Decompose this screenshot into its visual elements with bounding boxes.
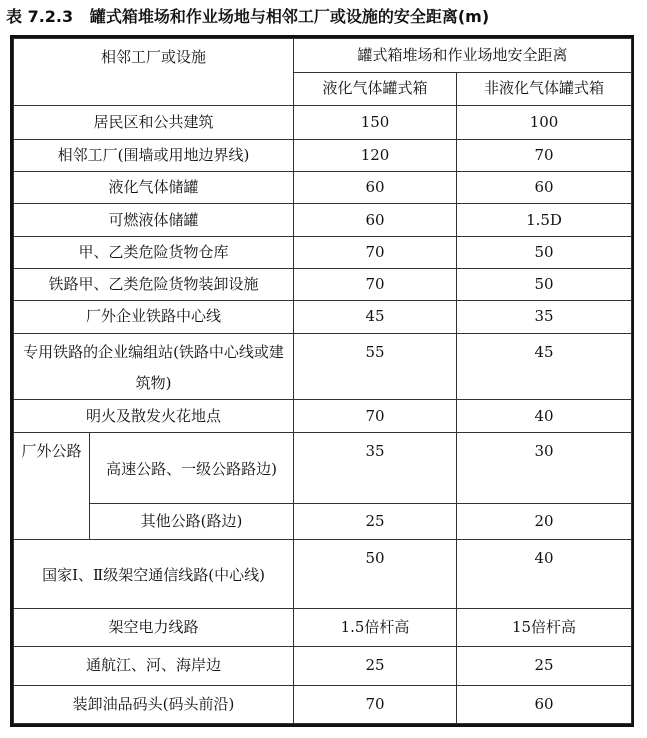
facility-name: 国家Ⅰ、Ⅱ级架空通信线路(中心线) bbox=[14, 540, 294, 609]
table-row bbox=[14, 105, 632, 139]
table-row bbox=[14, 236, 632, 268]
liquefied-distance: 1.5倍杆高 bbox=[294, 608, 457, 646]
table-row bbox=[14, 301, 632, 333]
nonliquefied-distance: 25 bbox=[457, 647, 632, 685]
facility-name: 其他公路(路边) bbox=[90, 504, 294, 540]
facility-name: 装卸油品码头(码头前沿) bbox=[14, 685, 294, 723]
road-group-label: 厂外公路 bbox=[14, 433, 90, 540]
facility-name: 厂外企业铁路中心线 bbox=[14, 301, 294, 333]
safety-distance-table bbox=[13, 38, 632, 724]
table-row bbox=[14, 139, 632, 171]
nonliquefied-distance: 40 bbox=[457, 540, 632, 609]
nonliquefied-distance: 1.5D bbox=[457, 204, 632, 236]
facility-name: 居民区和公共建筑 bbox=[14, 105, 294, 139]
facility-name: 架空电力线路 bbox=[14, 608, 294, 646]
liquefied-distance: 70 bbox=[294, 269, 457, 301]
header-liquefied: 液化气体罐式箱 bbox=[294, 73, 457, 105]
liquefied-distance: 70 bbox=[294, 400, 457, 433]
liquefied-distance: 120 bbox=[294, 139, 457, 171]
table-number: 表 7.2.3 bbox=[6, 7, 74, 26]
liquefied-distance: 70 bbox=[294, 236, 457, 268]
nonliquefied-distance: 30 bbox=[457, 433, 632, 504]
nonliquefied-distance: 15倍杆高 bbox=[457, 608, 632, 646]
table-caption bbox=[6, 4, 646, 30]
facility-name: 通航江、河、海岸边 bbox=[14, 647, 294, 685]
nonliquefied-distance: 60 bbox=[457, 685, 632, 723]
nonliquefied-distance: 45 bbox=[457, 333, 632, 400]
liquefied-distance: 60 bbox=[294, 172, 457, 204]
header-row bbox=[14, 39, 632, 73]
facility-name: 液化气体储罐 bbox=[14, 172, 294, 204]
liquefied-distance: 70 bbox=[294, 685, 457, 723]
facility-name: 高速公路、一级公路路边) bbox=[90, 433, 294, 504]
table-row bbox=[14, 172, 632, 204]
liquefied-distance: 50 bbox=[294, 540, 457, 609]
header-distance-group: 罐式箱堆场和作业场地安全距离 bbox=[294, 39, 632, 73]
table-row bbox=[14, 433, 632, 504]
table-frame bbox=[10, 35, 634, 727]
nonliquefied-distance: 50 bbox=[457, 269, 632, 301]
facility-name: 相邻工厂(围墙或用地边界线) bbox=[14, 139, 294, 171]
table-row bbox=[14, 540, 632, 609]
facility-name: 甲、乙类危险货物仓库 bbox=[14, 236, 294, 268]
facility-name: 铁路甲、乙类危险货物装卸设施 bbox=[14, 269, 294, 301]
nonliquefied-distance: 50 bbox=[457, 236, 632, 268]
table-row bbox=[14, 608, 632, 646]
liquefied-distance: 45 bbox=[294, 301, 457, 333]
header-nonliquefied: 非液化气体罐式箱 bbox=[457, 73, 632, 105]
facility-name: 专用铁路的企业编组站(铁路中心线或建筑物) bbox=[14, 333, 294, 400]
liquefied-distance: 60 bbox=[294, 204, 457, 236]
table-row bbox=[14, 647, 632, 685]
table-row bbox=[14, 685, 632, 723]
header-facility: 相邻工厂或设施 bbox=[14, 39, 294, 106]
table-row bbox=[14, 204, 632, 236]
table-title: 罐式箱堆场和作业场地与相邻工厂或设施的安全距离(m) bbox=[89, 7, 490, 26]
liquefied-distance: 35 bbox=[294, 433, 457, 504]
liquefied-distance: 25 bbox=[294, 504, 457, 540]
nonliquefied-distance: 35 bbox=[457, 301, 632, 333]
table-row bbox=[14, 269, 632, 301]
nonliquefied-distance: 20 bbox=[457, 504, 632, 540]
liquefied-distance: 55 bbox=[294, 333, 457, 400]
nonliquefied-distance: 60 bbox=[457, 172, 632, 204]
table-row bbox=[14, 333, 632, 400]
nonliquefied-distance: 100 bbox=[457, 105, 632, 139]
nonliquefied-distance: 70 bbox=[457, 139, 632, 171]
table-row bbox=[14, 400, 632, 433]
table-row bbox=[14, 504, 632, 540]
facility-name: 明火及散发火花地点 bbox=[14, 400, 294, 433]
liquefied-distance: 25 bbox=[294, 647, 457, 685]
nonliquefied-distance: 40 bbox=[457, 400, 632, 433]
facility-name: 可燃液体储罐 bbox=[14, 204, 294, 236]
liquefied-distance: 150 bbox=[294, 105, 457, 139]
